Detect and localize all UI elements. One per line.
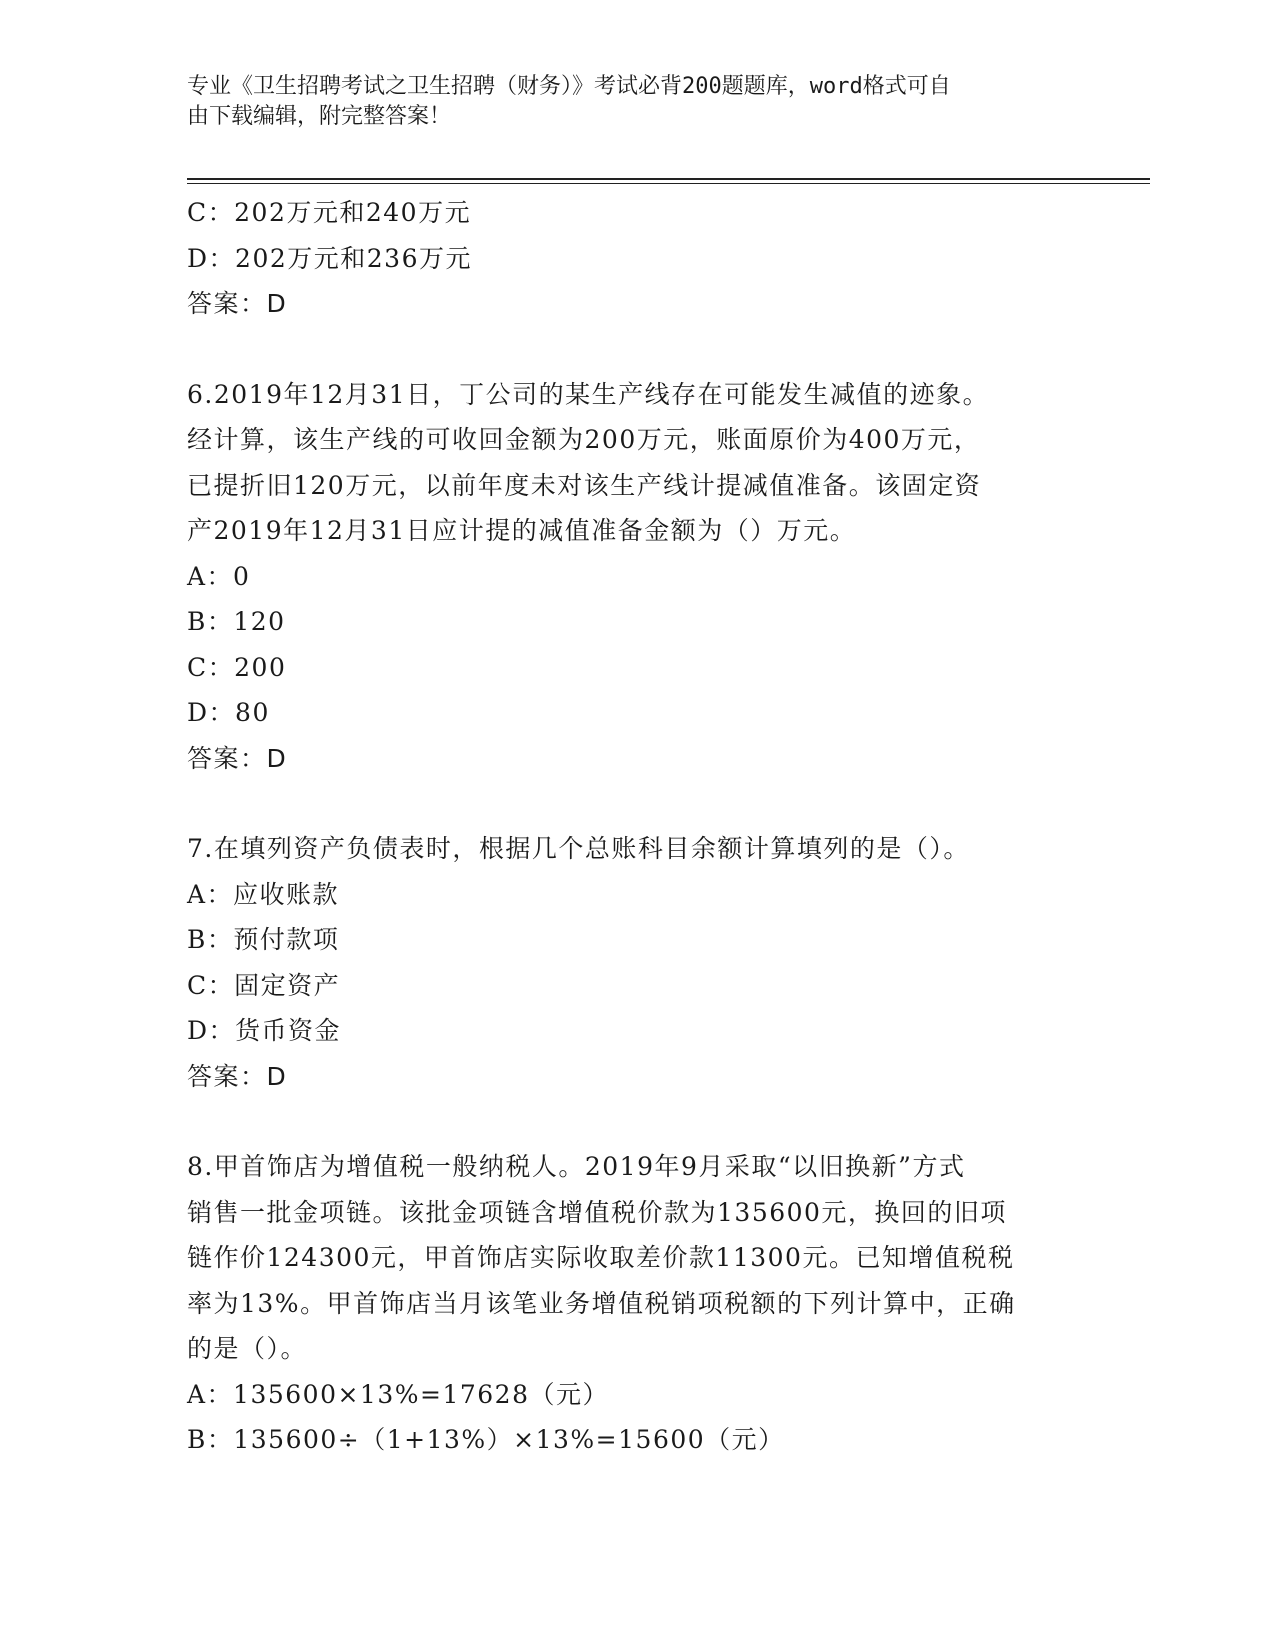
question-text-line: 的是（）。 [187, 1334, 308, 1363]
option-a: A：应收账款 [187, 879, 340, 909]
option-a: A：135600×13%=17628（元） [187, 1379, 609, 1409]
option-c: C：202万元和240万元 [187, 198, 472, 227]
question-8 [187, 1144, 1087, 1463]
header-line-2: 由下载编辑，附完整答案！ [187, 104, 452, 129]
answer: 答案：D [187, 1061, 288, 1091]
question-text-line: 产2019年12月31日应计提的减值准备金额为（）万元。 [187, 516, 857, 545]
question-text-line: 销售一批金项链。该批金项链含增值税价款为135600元，换回的旧项 [187, 1197, 1007, 1227]
question-text-line: 链作价124300元，甲首饰店实际收取差价款11300元。已知增值税税 [187, 1243, 1015, 1272]
answer: 答案：D [187, 743, 288, 773]
page-header [187, 72, 1067, 132]
option-d: D：货币资金 [187, 1016, 342, 1045]
document-body [187, 190, 1087, 1463]
option-b: B：120 [187, 607, 286, 636]
option-d: D：202万元和236万元 [187, 243, 472, 273]
option-c: C：200 [187, 652, 287, 682]
question-text-line: 率为13%。甲首饰店当月该笔业务增值税销项税额的下列计算中，正确 [187, 1288, 1016, 1318]
option-d: D：80 [187, 698, 270, 727]
question-text-line: 经计算，该生产线的可收回金额为200万元，账面原价为400万元， [187, 425, 981, 454]
question-6 [187, 372, 1087, 782]
question-text-line: 8.甲首饰店为增值税一般纳税人。2019年9月采取“以旧换新”方式 [187, 1152, 966, 1181]
question-7 [187, 826, 1087, 1099]
header-line-1: 专业《卫生招聘考试之卫生招聘（财务）》考试必背200题题库，word格式可自 [187, 74, 951, 99]
header-divider [187, 178, 1150, 184]
option-a: A：0 [187, 561, 251, 591]
option-c: C：固定资产 [187, 970, 341, 1000]
option-b: B：预付款项 [187, 925, 340, 954]
prev-question-tail [187, 190, 1087, 327]
question-text-line: 已提折旧120万元，以前年度未对该生产线计提减值准备。该固定资 [187, 470, 982, 500]
question-text-line: 7.在填列资产负债表时，根据几个总账科目余额计算填列的是（）。 [187, 834, 970, 863]
option-b: B：135600÷（1+13%）×13%=15600（元） [187, 1425, 785, 1454]
question-text-line: 6.2019年12月31日，丁公司的某生产线存在可能发生减值的迹象。 [187, 379, 990, 409]
answer: 答案：D [187, 289, 288, 318]
